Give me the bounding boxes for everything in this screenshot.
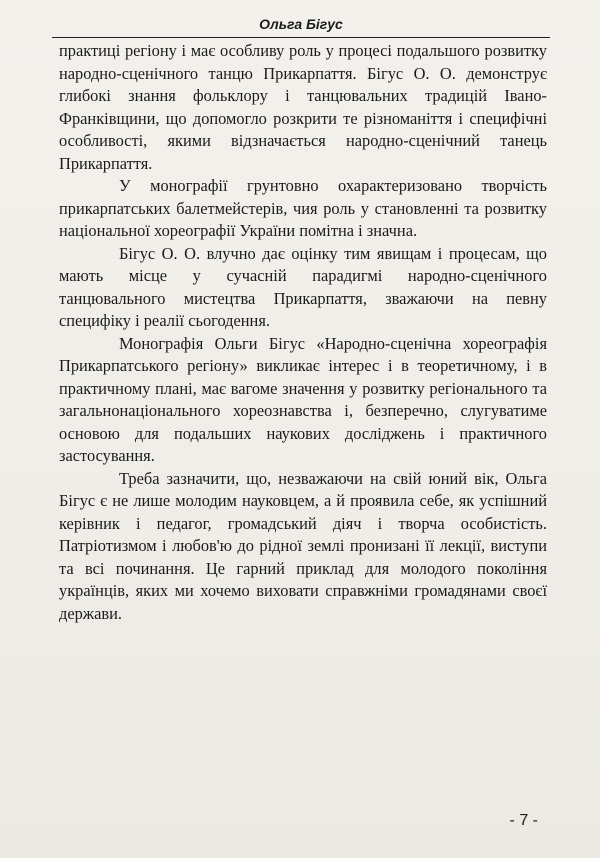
header-author-name: Ольга Бігус xyxy=(259,16,343,32)
paragraph: Треба зазначити, що, незважаючи на свій юний вік, Ольга Бігус є не лише молодим науковцем, а й проявила себе, як успішний керівник і педагог, громадський діяч і творча особистість. Патріотизмом і любов'ю до рідної землі пронизані її лекції, виступи та всі починання. Це гарний приклад для молодого покоління українців, яких ми хочемо виховати справжніми громадянами своєї держави. xyxy=(59,468,547,623)
body-text xyxy=(59,40,547,625)
paragraph-continued: практиці регіону і має особливу роль у процесі подальшого розвитку народно-сценічного танцю Прикарпаття. Бігус О. О. демонструє глибокі знання фольклору і танцювальних традицій Івано-Франківщини, що допомогло розкрити те різноманіття і специфічні особливості, якими відзначається народно-сценічний танець Прикарпаття. xyxy=(59,41,547,173)
page-number: - 7 - xyxy=(509,812,538,829)
paragraph: Бігус О. О. влучно дає оцінку тим явищам і процесам, що мають місце у сучасній парадигмі народно-сценічного танцювального мистецтва Прикарпаття, зважаючи на певну специфіку і реалії сьогодення. xyxy=(59,243,547,330)
header-divider xyxy=(52,37,550,38)
paragraph: У монографії грунтовно охарактеризовано творчість прикарпатських балетмейстерів, чия роль у становленні та розвитку національної хореографії України помітна і значна. xyxy=(59,176,547,240)
running-header xyxy=(52,14,550,38)
paragraph: Монографія Ольги Бігус «Народно-сценічна хореографія Прикарпатського регіону» викликає інтерес і в теоретичному, і в практичному плані, має вагоме значення у розвитку регіонального та загальнонаціонального хореознавства і, безперечно, слугуватиме основою для подальших наукових досліджень і практичного застосування. xyxy=(59,333,547,465)
